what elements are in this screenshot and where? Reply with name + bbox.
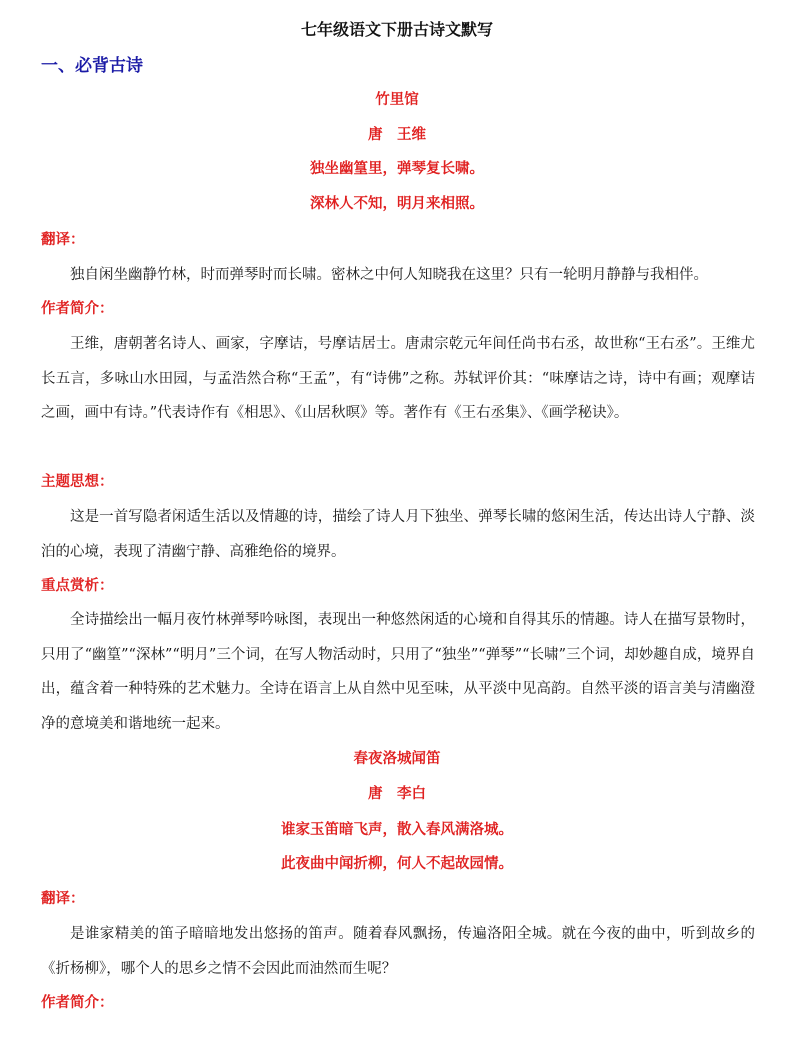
theme-text: 这是一首写隐者闲适生活以及情趣的诗，描绘了诗人月下独坐、弹琴长啸的悠闲生活，传达出诗人宁静、淡泊的心境，表现了清幽宁静、高雅绝俗的境界。 bbox=[41, 509, 755, 560]
theme-label: 主题思想： bbox=[41, 473, 114, 490]
poem-verse-line: 独坐幽篁里，弹琴复长啸。 bbox=[310, 160, 484, 177]
section-heading: 一、必背古诗 bbox=[41, 56, 143, 76]
poem-title: 春夜洛城闻笛 bbox=[353, 750, 441, 767]
translation-label: 翻译： bbox=[41, 231, 85, 248]
author-intro-label: 作者简介： bbox=[41, 994, 114, 1011]
author-intro-text: 王维，唐朝著名诗人、画家，字摩诘，号摩诘居士。唐肃宗乾元年间任尚书右丞，故世称“王右丞”。王维尤长五言，多咏山水田园，与孟浩然合称“王孟”，有“诗佛”之称。苏轼评价其：“味摩诘之诗，诗中有画；观摩诘之画，画中有诗。”代表诗作有《相思》、《山居秋暝》等。著作有《王右丞集》、《画学秘诀》。 bbox=[41, 336, 755, 421]
translation-text: 是谁家精美的笛子暗暗地发出悠扬的笛声。随着春风飘扬，传遍洛阳全城。就在今夜的曲中，听到故乡的《折杨柳》，哪个人的思乡之情不会因此而油然而生呢？ bbox=[41, 926, 755, 977]
poem-verse-line: 谁家玉笛暗飞声，散入春风满洛城。 bbox=[281, 821, 513, 838]
appreciation-label: 重点赏析： bbox=[41, 577, 114, 594]
poem-title: 竹里馆 bbox=[375, 91, 419, 108]
poem-author: 唐 李白 bbox=[368, 785, 426, 802]
appreciation-text: 全诗描绘出一幅月夜竹林弹琴吟咏图，表现出一种悠然闲适的心境和自得其乐的情趣。诗人在描写景物时，只用了“幽篁”“深林”“明月”三个词，在写人物活动时，只用了“独坐”“弹琴”“长啸”三个词，却妙趣自成，境界自出，蕴含着一种特殊的艺术魅力。全诗在语言上从自然中见至味，从平淡中见高韵。自然平淡的语言美与清幽澄净的意境美和谐地统一起来。 bbox=[41, 612, 755, 732]
poem-verse-line: 此夜曲中闻折柳，何人不起故园情。 bbox=[281, 855, 513, 872]
document-title: 七年级语文下册古诗文默写 bbox=[300, 20, 493, 39]
translation-text: 独自闲坐幽静竹林，时而弹琴时而长啸。密林之中何人知晓我在这里？只有一轮明月静静与我相伴。 bbox=[70, 267, 708, 283]
translation-label: 翻译： bbox=[41, 890, 85, 907]
author-intro-label: 作者简介： bbox=[41, 300, 114, 317]
poem-verse-line: 深林人不知，明月来相照。 bbox=[310, 195, 484, 212]
poem-author: 唐 王维 bbox=[368, 126, 426, 143]
